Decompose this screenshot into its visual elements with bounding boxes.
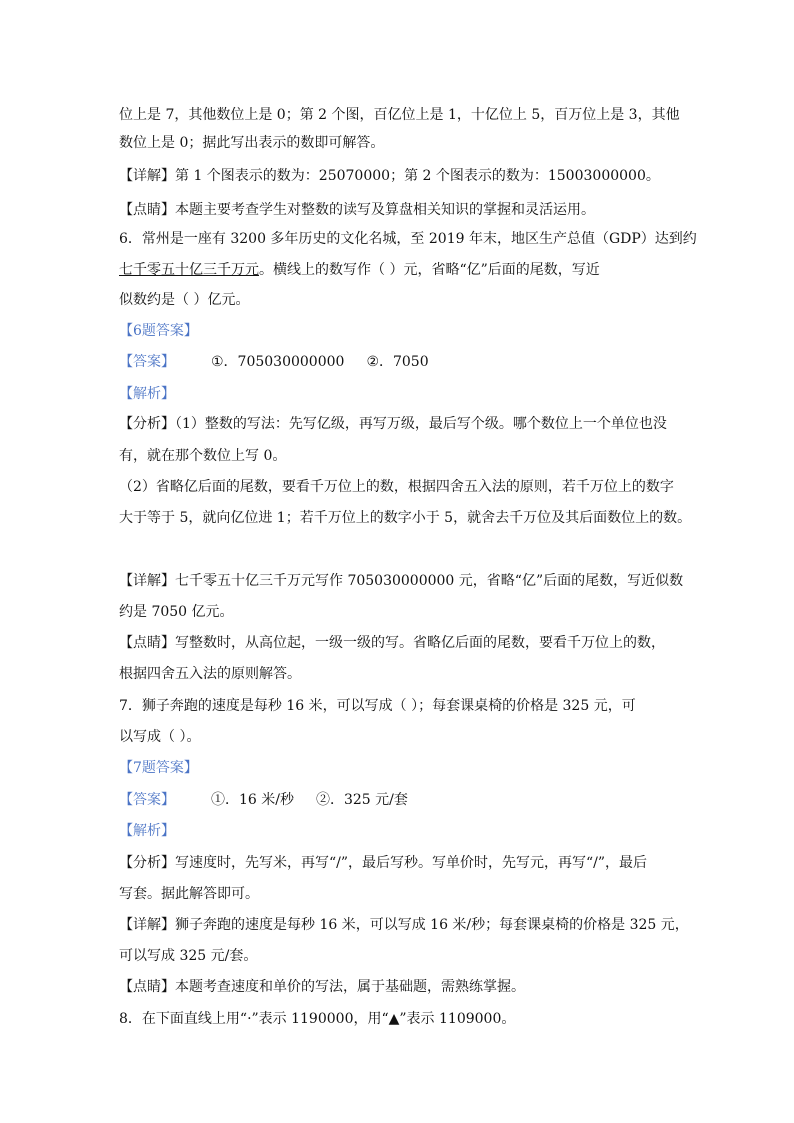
analysis-line: （2）省略亿后面的尾数，要看千万位上的数，根据四舍五入法的原则，若千万位上的数字 — [119, 479, 674, 495]
question-6-line-2 — [119, 260, 600, 280]
answer-7-part-2: ②．325 元/套 — [315, 792, 408, 808]
analysis-line: 【分析】（1）整数的写法：先写亿级，再写万级，最后写个级。哪个数位上一个单位也没 — [119, 416, 667, 432]
analysis-line: 写套。据此解答即可。 — [119, 886, 259, 902]
question-6: 6．常州是一座有 3200 多年历史的文化名城，至 2019 年末，地区生产总值（GDP）达到约 — [119, 231, 697, 247]
answer-heading-6: 【6题答案】 — [119, 323, 198, 339]
analysis-line: 有，就在那个数位上写 0。 — [119, 448, 287, 464]
underlined-number-words: 七千零五十亿三千万元 — [119, 262, 259, 278]
detail-line: 约是 7050 亿元。 — [119, 604, 234, 620]
analysis-line: 大于等于 5，就向亿位进 1；若千万位上的数字小于 5，就舍去千万位及其后面数位上的数。 — [119, 510, 692, 526]
answer-label: 【答案】 — [119, 792, 175, 808]
analysis-line: 【分析】写速度时，先写米，再写“/”，最后写秒。写单价时，先写元，再写“/”，最后 — [119, 855, 648, 871]
detail-line: 可以写成 325 元/套。 — [119, 948, 258, 964]
question-8: 8．在下面直线上用“·”表示 1190000，用“▲”表示 1109000。 — [119, 1011, 516, 1027]
analysis-heading: 【解析】 — [119, 386, 175, 402]
detail-line: 【详解】七千零五十亿三千万元写作 705030000000 元，省略“亿”后面的尾数，写近似数 — [119, 573, 684, 589]
comment-line: 【点睛】本题考查速度和单价的写法，属于基础题，需熟练掌握。 — [119, 979, 525, 995]
question-6-text: 。横线上的数写作（ ）元，省略“亿”后面的尾数，写近 — [259, 262, 600, 278]
answer-heading-7: 【7题答案】 — [119, 760, 198, 776]
comment-line: 【点睛】本题主要考查学生对整数的读写及算盘相关知识的掌握和灵活运用。 — [119, 202, 595, 218]
question-7-line-2: 以写成（ ）。 — [119, 729, 201, 745]
comment-line: 根据四舍五入法的原则解答。 — [119, 666, 301, 682]
answer-7-part-1: ①．16 米/秒 — [211, 792, 294, 808]
question-6-line-3: 似数约是（ ）亿元。 — [119, 292, 250, 308]
answer-6-part-2: ②．7050 — [366, 354, 429, 370]
answer-7 — [119, 790, 408, 810]
detail-line: 【详解】第 1 个图表示的数为：25070000；第 2 个图表示的数为：15003000000。 — [119, 168, 660, 184]
answer-label: 【答案】 — [119, 354, 175, 370]
detail-line: 【详解】狮子奔跑的速度是每秒 16 米，可以写成 16 米/秒；每套课桌椅的价格是 325 元， — [119, 917, 689, 933]
text-line: 数位上是 0；据此写出表示的数即可解答。 — [119, 135, 385, 151]
comment-line: 【点睛】写整数时，从高位起，一级一级的写。省略亿后面的尾数，要看千万位上的数， — [119, 635, 665, 651]
answer-6 — [119, 352, 429, 372]
question-7: 7．狮子奔跑的速度是每秒 16 米，可以写成（ ）；每套课桌椅的价格是 325 元，可 — [119, 698, 636, 714]
analysis-heading: 【解析】 — [119, 823, 175, 839]
text-line: 位上是 7，其他数位上是 0；第 2 个图，百亿位上是 1，十亿位上 5，百万位上是 3，其他 — [119, 107, 680, 123]
answer-6-part-1: ①．705030000000 — [211, 354, 345, 370]
